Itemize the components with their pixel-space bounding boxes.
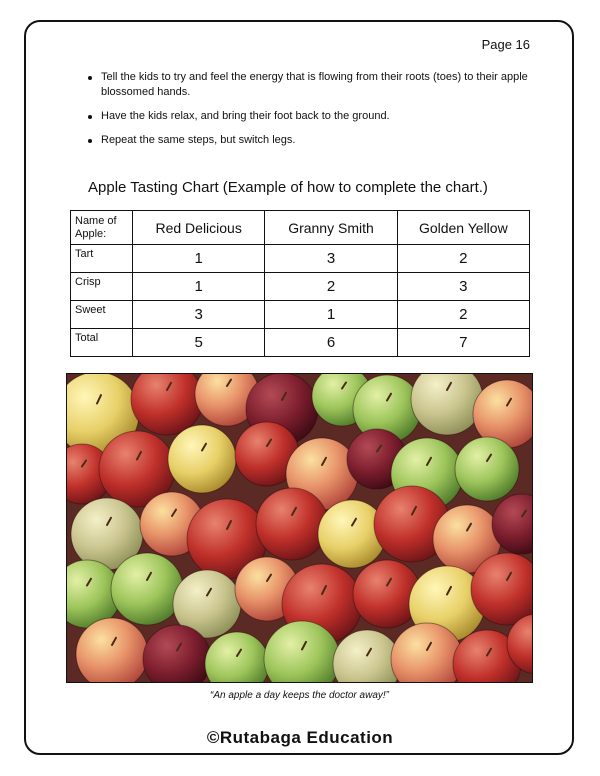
row-label: Tart [71, 245, 133, 273]
photo-caption: “An apple a day keeps the doctor away!” [210, 690, 389, 701]
table-cell: 3 [265, 245, 397, 273]
table-cell: 1 [133, 273, 265, 301]
table-header-row [71, 211, 530, 245]
table-cell: 1 [133, 245, 265, 273]
apple-shape [256, 488, 328, 560]
table-cell: 5 [133, 329, 265, 357]
apple-shape [168, 425, 236, 493]
chart-title: Apple Tasting Chart (Example of how to complete the chart.) [88, 179, 488, 196]
row-label: Total [71, 329, 133, 357]
table-row [71, 245, 530, 273]
apple-shape [76, 618, 148, 683]
column-header: Red Delicious [133, 211, 265, 245]
row-label: Crisp [71, 273, 133, 301]
footer-brand: ©Rutabaga Education [206, 728, 394, 747]
table-cell: 6 [265, 329, 397, 357]
column-header: Granny Smith [265, 211, 397, 245]
page-number: Page 16 [481, 37, 530, 52]
table-row [71, 329, 530, 357]
table-cell: 3 [133, 301, 265, 329]
row-label: Sweet [71, 301, 133, 329]
table-cell: 2 [265, 273, 397, 301]
table-row [71, 273, 530, 301]
table-row [71, 301, 530, 329]
table-cell: 1 [265, 301, 397, 329]
table-cell: 3 [397, 273, 529, 301]
apple-shape [455, 437, 519, 501]
table-cell: 7 [397, 329, 529, 357]
table-cell: 2 [397, 301, 529, 329]
header-label: Name of Apple: [71, 211, 133, 245]
apple-tasting-table [70, 210, 530, 357]
instruction-item: Repeat the same steps, but switch legs. [88, 133, 528, 148]
column-header: Golden Yellow [397, 211, 529, 245]
instruction-item: Have the kids relax, and bring their foot back to the ground. [88, 109, 528, 124]
apples-photo [66, 373, 533, 683]
table-cell: 2 [397, 245, 529, 273]
instruction-list [88, 70, 528, 157]
instruction-item: Tell the kids to try and feel the energy that is flowing from their roots (toes) to their apple blossomed hands. [88, 70, 528, 100]
apple-shape [111, 553, 183, 625]
